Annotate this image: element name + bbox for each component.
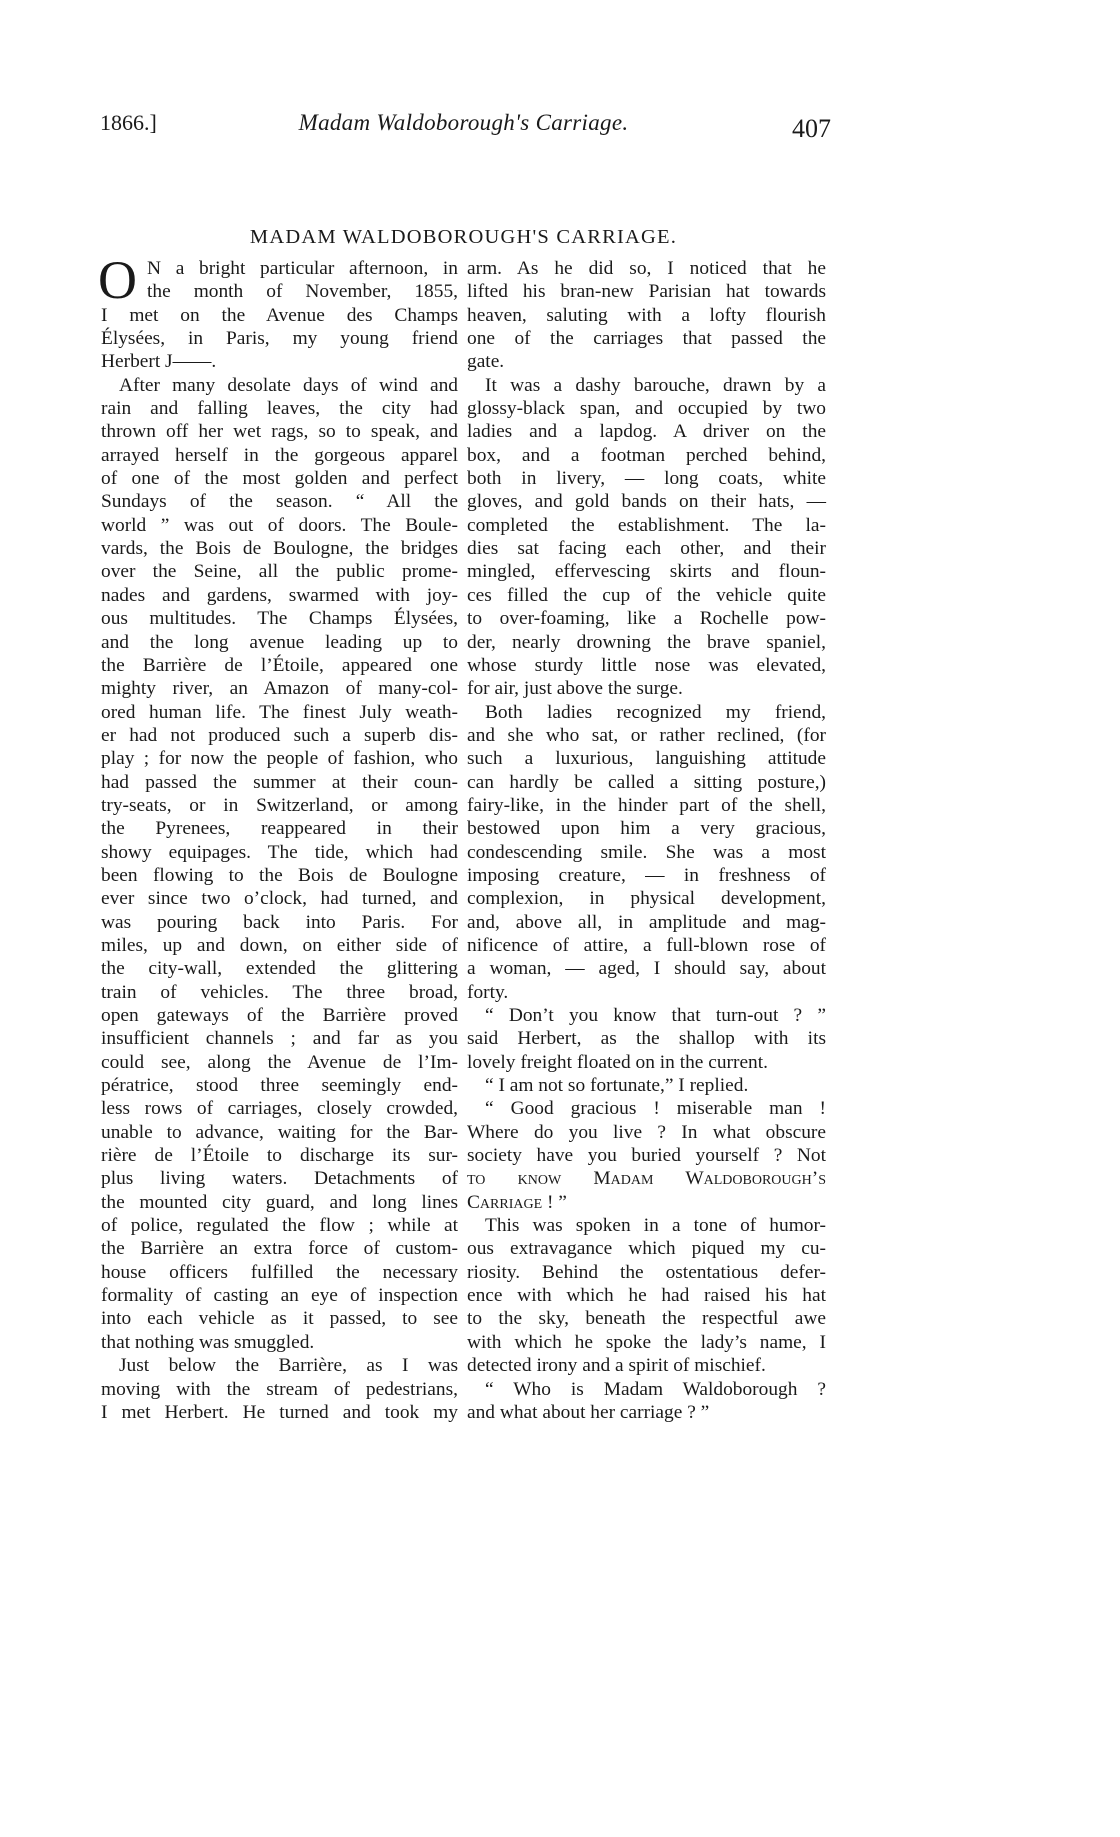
text-line: thrown off her wet rags, so to speak, and (101, 421, 458, 443)
text-line: imposing creature, — in freshness of (467, 864, 826, 886)
text-line: moving with the stream of pedestrians, (101, 1378, 458, 1400)
text-line: the month of November, 1855, (147, 281, 458, 303)
text-line: could see, along the Avenue de l’Im- (101, 1051, 458, 1073)
text-line: ous extravagance which piqued my cu- (467, 1238, 826, 1260)
text-line: formality of casting an eye of inspection (101, 1285, 458, 1307)
text-line: to the sky, beneath the respectful awe (467, 1308, 826, 1330)
text-line: I met Herbert. He turned and took my (101, 1401, 458, 1423)
text-line: riosity. Behind the ostentatious defer- (467, 1261, 826, 1283)
text-line: both in livery, — long coats, white (467, 468, 826, 490)
text-line: was pouring back into Paris. For (101, 911, 458, 933)
text-line: heaven, saluting with a lofty flourish (467, 304, 826, 326)
text-line: unable to advance, waiting for the Bar- (101, 1121, 458, 1143)
text-line: that nothing was smuggled. (101, 1331, 315, 1353)
text-line: nificence of attire, a full-blown rose of (467, 934, 826, 956)
text-line: society have you buried yourself ? Not (467, 1145, 826, 1167)
text-line: had passed the summer at their coun- (101, 771, 458, 793)
text-line: plus living waters. Detachments of (101, 1168, 458, 1190)
left-column (98, 250, 458, 1424)
text-line: showy equipages. The tide, which had (101, 841, 458, 863)
page-number: 407 (792, 114, 831, 143)
text-line: and what about her carriage ? ” (467, 1401, 710, 1423)
text-line: ored human life. The finest July weath- (101, 701, 458, 723)
text-line: into each vehicle as it passed, to see (101, 1308, 458, 1330)
text-line: the city-wall, extended the glittering (101, 958, 458, 980)
text-line: vards, the Bois de Boulogne, the bridges (101, 538, 458, 560)
text-line: mighty river, an Amazon of many-col- (101, 678, 458, 700)
text-line: ous multitudes. The Champs Élysées, (101, 608, 458, 630)
text-line: lovely freight floated on in the current. (467, 1051, 768, 1073)
text-line: insufficient channels ; and far as you (101, 1028, 458, 1050)
article-title: MADAM WALDOBOROUGH'S CARRIAGE. (249, 226, 678, 248)
text-line: ever since two o’clock, had turned, and (101, 888, 458, 910)
text-line: N a bright particular afternoon, in (147, 258, 458, 279)
running-head-year: 1866.] (100, 110, 157, 135)
text-line: with which he spoke the lady’s name, I (467, 1331, 826, 1353)
text-line: Just below the Barrière, as I was (119, 1355, 458, 1377)
text-line: Both ladies recognized my friend, (485, 701, 826, 723)
text-line: of one of the most golden and perfect (101, 468, 458, 490)
text-line: “ Don’t you know that turn-out ? ” (485, 1005, 826, 1026)
text-line: for air, just above the surge. (467, 678, 683, 700)
text-line: said Herbert, as the shallop with its (467, 1028, 826, 1050)
text-line: glossy-black span, and occupied by two (467, 398, 826, 420)
text-line: After many desolate days of wind and (119, 374, 458, 396)
text-line: der, nearly drowning the brave spaniel, (467, 631, 826, 653)
text-line: open gateways of the Barrière proved (101, 1005, 458, 1026)
text-line: been flowing to the Bois de Boulogne (101, 864, 458, 886)
text-line: I met on the Avenue des Champs (101, 304, 458, 326)
text-line: and the long avenue leading up to (101, 631, 458, 653)
text-line: fairy-like, in the hinder part of the shell, (467, 794, 826, 816)
text-line: the mounted city guard, and long lines (101, 1191, 458, 1213)
text-line: Carriage ! ” (467, 1191, 567, 1213)
text-line: Herbert J——. (101, 351, 217, 373)
text-line: such a luxurious, languishing attitude (467, 748, 826, 770)
text-line: a woman, — aged, I should say, about (467, 958, 826, 980)
text-line: Where do you live ? In what obscure (467, 1121, 826, 1143)
text-line: lifted his bran-new Parisian hat towards (467, 281, 826, 303)
drop-cap: O (98, 250, 137, 310)
text-line: play ; for now the people of fashion, who (101, 748, 458, 770)
text-line: and, above all, in amplitude and mag- (467, 911, 826, 933)
text-line: nades and gardens, swarmed with joy- (101, 584, 458, 606)
text-line: forty. (467, 981, 509, 1003)
text-line: ces filled the cup of the vehicle quite (467, 584, 826, 606)
right-column (467, 257, 826, 1424)
text-line: This was spoken in a tone of humor- (485, 1215, 826, 1237)
text-line: ladies and a lapdog. A driver on the (467, 421, 826, 443)
text-line: whose sturdy little nose was elevated, (467, 654, 826, 676)
text-line: and she who sat, or rather reclined, (for (467, 724, 826, 746)
text-line: one of the carriages that passed the (467, 328, 826, 350)
running-head (100, 104, 831, 144)
text-line: arrayed herself in the gorgeous apparel (101, 444, 458, 466)
text-line: the Barrière an extra force of custom- (101, 1238, 458, 1260)
text-line: gloves, and gold bands on their hats, — (467, 491, 826, 513)
text-line: the Barrière de l’Étoile, appeared one (101, 654, 458, 676)
text-line: of police, regulated the flow ; while at (101, 1215, 458, 1237)
text-line: dies sat facing each other, and their (467, 538, 826, 560)
text-line: rain and falling leaves, the city had (101, 398, 458, 420)
text-line: complexion, in physical development, (467, 888, 826, 910)
text-line: box, and a footman perched behind, (467, 444, 826, 466)
text-line: gate. (467, 351, 505, 373)
text-line: completed the establishment. The la- (467, 514, 826, 536)
text-line: try-seats, or in Switzerland, or among (101, 794, 458, 816)
text-line: ence with which he had raised his hat (467, 1285, 826, 1307)
text-line: bestowed upon him a very gracious, (467, 818, 826, 840)
text-line: “ Who is Madam Waldoborough ? (485, 1378, 826, 1400)
text-line: miles, up and down, on either side of (101, 934, 458, 956)
text-line: house officers fulfilled the necessary (101, 1261, 458, 1283)
text-line: “ I am not so fortunate,” I replied. (485, 1075, 749, 1097)
text-line: condescending smile. She was a most (467, 841, 826, 863)
text-line: world ” was out of doors. The Boule- (101, 514, 458, 536)
text-line: to over-foaming, like a Rochelle pow- (467, 608, 826, 630)
text-line: arm. As he did so, I noticed that he (467, 258, 826, 279)
text-line: over the Seine, all the public prome- (101, 561, 458, 583)
text-line: detected irony and a spirit of mischief. (467, 1355, 766, 1377)
text-line: er had not produced such a superb dis- (101, 724, 458, 746)
text-line: Élysées, in Paris, my young friend (101, 328, 458, 350)
text-line: rière de l’Étoile to discharge its sur- (101, 1145, 458, 1167)
text-line: can hardly be called a sitting posture,) (467, 771, 826, 793)
running-head-title: Madam Waldoborough's Carriage. (298, 110, 629, 135)
text-line: mingled, effervescing skirts and floun- (467, 561, 826, 583)
text-line: pératrice, stood three seemingly end- (101, 1075, 458, 1097)
text-line: less rows of carriages, closely crowded, (101, 1098, 458, 1120)
text-line: to know Madam Waldoborough’s (467, 1168, 826, 1190)
text-line: It was a dashy barouche, drawn by a (485, 374, 826, 396)
text-line: Sundays of the season. “ All the (101, 491, 458, 513)
text-line: the Pyrenees, reappeared in their (101, 818, 458, 840)
text-line: train of vehicles. The three broad, (101, 981, 458, 1003)
text-line: “ Good gracious ! miserable man ! (485, 1098, 826, 1120)
